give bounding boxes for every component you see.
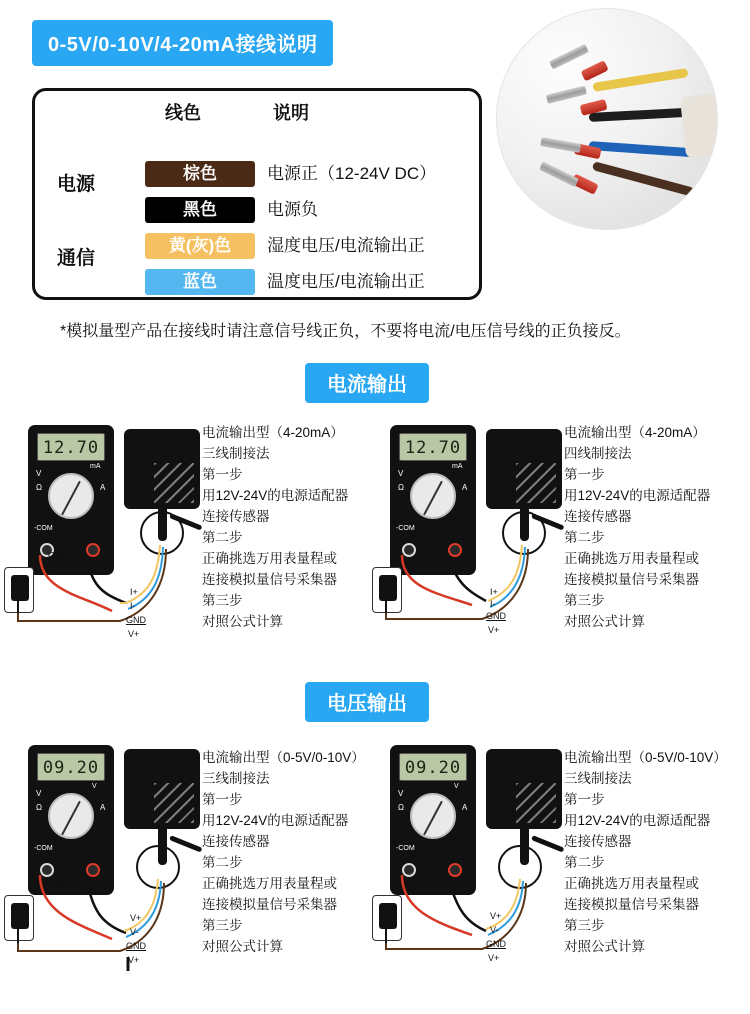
diagram-voltage-3wire-a xyxy=(0,735,375,995)
caption-line: 电流输出型（4-20mA） xyxy=(202,425,344,440)
legend-row-desc: 电源正（12-24V DC） xyxy=(267,164,437,183)
wire-tag-i-minus: I- xyxy=(130,601,136,611)
meter-reading: 09.20 xyxy=(399,753,467,781)
meter-mark-ohm: Ω xyxy=(398,483,404,492)
legend-group-power: 电源 xyxy=(57,174,96,195)
diagram-caption xyxy=(202,747,365,957)
caption-line: 用12V-24V的电源适配器 xyxy=(564,813,711,828)
color-chip-yellow: 黄(灰)色 xyxy=(145,233,255,259)
meter-reading: 09.20 xyxy=(37,753,105,781)
gnd-label: GND xyxy=(48,879,71,890)
meter-mark-a: A xyxy=(462,803,468,812)
section-banner-current: 电流输出 xyxy=(305,363,429,403)
wire-tag-i-plus: I+ xyxy=(490,587,498,597)
meter-com-label: -COM xyxy=(396,525,415,532)
legend-header xyxy=(35,99,479,125)
caption-line: 电流输出型（0-5V/0-10V） xyxy=(202,750,365,765)
note-text: *模拟量型产品在接线时请注意信号线正负，不要将电流/电压信号线的正负接反。 xyxy=(60,323,631,340)
wire-tag-v-plus: V+ xyxy=(128,629,140,639)
diagram-voltage-3wire-b xyxy=(372,735,750,995)
wire-tag-gnd: GND xyxy=(486,939,506,949)
wire-color-legend xyxy=(32,88,482,300)
wire-tag-gnd: GND xyxy=(126,941,146,951)
meter-reading: 12.70 xyxy=(399,433,467,461)
caption-line: 对照公式计算 xyxy=(202,614,283,629)
caption-line: 连接传感器 xyxy=(564,509,632,524)
wire-tag-v-plus-signal: V+ xyxy=(490,911,502,921)
wire-tag-i-minus: I- xyxy=(490,599,496,609)
caption-line: 第二步 xyxy=(564,855,605,870)
diagram-current-3wire xyxy=(0,415,375,665)
caption-line: 连接传感器 xyxy=(202,834,270,849)
legend-row-desc: 温度电压/电流输出正 xyxy=(267,272,425,291)
diagram-caption xyxy=(202,422,348,632)
caption-line: 三线制接法 xyxy=(564,771,632,786)
diagram-current-4wire xyxy=(372,415,750,665)
color-chip-blue: 蓝色 xyxy=(145,269,255,295)
wire-tag-i-plus: I+ xyxy=(130,587,138,597)
meter-mark-ohm: Ω xyxy=(36,803,42,812)
caption-line: 连接模拟量信号采集器 xyxy=(202,897,337,912)
caption-line: 对照公式计算 xyxy=(564,939,645,954)
caption-line: 第三步 xyxy=(564,593,605,608)
wire-tag-gnd: GND xyxy=(126,615,146,625)
meter-com-label: -COM xyxy=(34,525,53,532)
caption-line: 第三步 xyxy=(564,918,605,933)
page-title: 0-5V/0-10V/4-20mA接线说明 xyxy=(32,20,333,66)
meter-mark-ohm: Ω xyxy=(398,803,404,812)
legend-row-desc: 电源负 xyxy=(267,200,318,219)
caption-line: 对照公式计算 xyxy=(564,614,645,629)
caption-line: 正确挑选万用表量程或 xyxy=(564,876,699,891)
caption-line: 三线制接法 xyxy=(202,446,270,461)
caption-line: 电流输出型（4-20mA） xyxy=(564,425,706,440)
caption-line: 用12V-24V的电源适配器 xyxy=(202,488,349,503)
meter-com-label: -COM xyxy=(396,845,415,852)
caption-line: 第一步 xyxy=(564,467,605,482)
caption-line: 第二步 xyxy=(564,530,605,545)
legend-row-desc: 湿度电压/电流输出正 xyxy=(267,236,425,255)
meter-com-label: -COM xyxy=(34,845,53,852)
meter-mark-a: A xyxy=(100,483,106,492)
meter-mark-v: V xyxy=(398,469,404,478)
wire-tag-v-minus: V- xyxy=(490,925,499,935)
caption-line: 第一步 xyxy=(202,792,243,807)
meter-mark-a: A xyxy=(100,803,106,812)
caption-line: 三线制接法 xyxy=(202,771,270,786)
caption-line: 四线制接法 xyxy=(564,446,632,461)
legend-col-color: 线色 xyxy=(165,103,201,123)
caption-line: 正确挑选万用表量程或 xyxy=(202,551,337,566)
legend-group-comm: 通信 xyxy=(57,248,96,269)
diagram-caption xyxy=(564,422,710,632)
caption-line: 对照公式计算 xyxy=(202,939,283,954)
wire-tag-v-plus: V+ xyxy=(488,625,500,635)
meter-unit: V xyxy=(92,783,97,790)
section-banner-voltage: 电压输出 xyxy=(305,682,429,722)
meter-mark-ohm: Ω xyxy=(36,483,42,492)
caption-line: 第三步 xyxy=(202,593,243,608)
wire-tag-v-plus: V+ xyxy=(128,955,140,965)
wire-tag-v-plus: V+ xyxy=(488,953,500,963)
caption-line: 用12V-24V的电源适配器 xyxy=(202,813,349,828)
meter-unit: mA xyxy=(452,463,463,470)
caption-line: 电流输出型（0-5V/0-10V） xyxy=(564,750,727,765)
legend-col-desc: 说明 xyxy=(273,103,309,123)
color-chip-black: 黑色 xyxy=(145,197,255,223)
wire-tag-v-plus-signal: V+ xyxy=(130,913,142,923)
caption-line: 正确挑选万用表量程或 xyxy=(564,551,699,566)
diagram-caption xyxy=(564,747,727,957)
meter-mark-v: V xyxy=(398,789,404,798)
caption-line: 连接传感器 xyxy=(564,834,632,849)
color-chip-brown: 棕色 xyxy=(145,161,255,187)
caption-line: 连接模拟量信号采集器 xyxy=(202,572,337,587)
caption-line: 连接传感器 xyxy=(202,509,270,524)
meter-mark-a: A xyxy=(462,483,468,492)
caption-line: 用12V-24V的电源适配器 xyxy=(564,488,711,503)
caption-line: 连接模拟量信号采集器 xyxy=(564,572,699,587)
wire-harness-photo xyxy=(496,8,718,230)
caption-line: 连接模拟量信号采集器 xyxy=(564,897,699,912)
caption-line: 第二步 xyxy=(202,855,243,870)
caption-line: 第一步 xyxy=(202,467,243,482)
wire-tag-v-minus: V- xyxy=(130,927,139,937)
meter-unit: mA xyxy=(90,463,101,470)
caption-line: 第二步 xyxy=(202,530,243,545)
meter-reading: 12.70 xyxy=(37,433,105,461)
wire-tag-gnd: GND xyxy=(486,611,506,621)
caption-line: 第三步 xyxy=(202,918,243,933)
meter-mark-v: V xyxy=(36,789,42,798)
gnd-label: GND xyxy=(48,551,71,562)
caption-line: 第一步 xyxy=(564,792,605,807)
wire-bundle xyxy=(680,93,718,159)
caption-line: 正确挑选万用表量程或 xyxy=(202,876,337,891)
meter-mark-v: V xyxy=(36,469,42,478)
meter-unit: V xyxy=(454,783,459,790)
